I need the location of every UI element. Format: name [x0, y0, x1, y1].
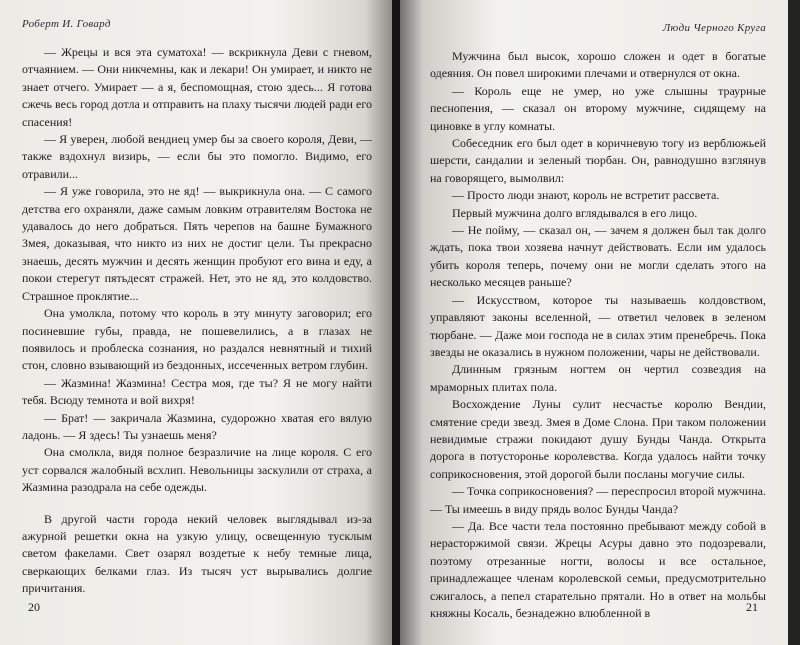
- paragraph: В другой части города некий человек выглядывал из-за ажурной решетки окна на узкую улицу, освещенную тусклым светом факелами. Свет озарял воздетые к небу темные лица, сверкающих белками глаз. Из тысяч уст вырывались долгие причитания.: [22, 511, 372, 596]
- paragraph: — Не пойму, — сказал он, — зачем я должен был так долго ждать, пока твои хозяева начнут действовать. Если им удалось убить короля теперь, почему они не могли сделать этого на несколько месяцев раньше?: [430, 223, 766, 290]
- right-page: [400, 0, 788, 645]
- paragraph: — Король еще не умер, но уже слышны траурные песнопения, — сказал он второму мужчине, сидящему на циновке в углу комнаты.: [430, 83, 766, 133]
- paragraph: — Да. Все части тела постоянно пребывают между собой в нерасторжимой связи. Жрецы Асуры давно это подозревали, поэтому отрезанные ногти, волосы и все остальное, принадлежащее членам королевской семьи, предусмотрительно сжигалось, а пепел старательно прятали. Но в ответ на мольбы княжны Косаль, безнадежно влюбленной в: [430, 518, 766, 620]
- paragraph: — Я уверен, любой вендиец умер бы за своего короля, Деви, — также вздохнул визирь, — если бы это помогло. Видимо, его отравили...: [22, 132, 372, 181]
- paragraph: — Жазмина! Жазмина! Сестра моя, где ты? Я не могу найти тебя. Всюду темнота и вой вихря!: [22, 375, 372, 408]
- right-page-text: [430, 48, 766, 622]
- paragraph: — Я уже говорила, это не яд! — выкрикнула она. — С самого детства его охраняли, даже самым ловким отравителям Востока не удавалось до него добраться. Пять черепов на башне Бумажного Змея, доказывая, что никто из них не достиг цели. Ты прекрасно знаешь, десять мужчин и десять женщин пробуют его вина и еду, а покои стерегут пятьдесят стражей. Нет, это не яд, это колдовство. Страшное проклятие...: [22, 184, 372, 303]
- paragraph: — Жрецы и вся эта суматоха! — вскрикнула Деви с гневом, отчаянием. — Они никчемны, как и лекари! Он умирает, и никто не знает отчего. Умирает — а я, беспомощная, стою здесь... Я готова сжечь весь город дотла и отправить на плаху тысячи людей ради его спасения!: [22, 45, 372, 129]
- right-running-head: Люди Черного Круга: [662, 22, 766, 34]
- paragraph: Первый мужчина долго вглядывался в его лицо.: [452, 205, 698, 220]
- paragraph: — Искусством, которое ты называешь колдовством, управляют законы вселенной, — ответил человек в зеленом тюрбане. — Даже мои господа не в силах этим пренебречь. Пока звезды не оказались в нужном положении, чары не действовали.: [430, 292, 766, 359]
- paragraph: Длинным грязным ногтем он чертил созвездия на мраморных плитах пола.: [430, 362, 766, 394]
- paragraph: Собеседник его был одет в коричневую тогу из верблюжьей шерсти, сандалии и зеленый тюрбан. Он, равнодушно взглянув на говорящего, вымолвил:: [430, 136, 766, 185]
- left-running-head: Роберт И. Говард: [22, 18, 111, 30]
- book-edge: [788, 0, 800, 645]
- paragraph: — Точка соприкосновения? — переспросил второй мужчина. — Ты имеешь в виду прядь волос Бунды Чанда?: [430, 484, 766, 516]
- left-page: [0, 0, 392, 645]
- paragraph: — Брат! — закричала Жазмина, судорожно хватая его вялую ладонь. — Я здесь! Ты узнаешь меня?: [22, 410, 372, 442]
- paragraph: Мужчина был высок, хорошо сложен и одет в богатые одеяния. Он повел широкими плечами и отвернулся от окна.: [430, 49, 766, 81]
- right-page-number: 21: [746, 600, 758, 614]
- paragraph: Она умолкла, потому что король в эту минуту заговорил; его посиневшие губы, правда, не пошевелились, а в глазах не появилось и проблеска сознания, но раздался невнятный и тихий стон, словно взывающий из бездонных, иссеченных ветром глубин.: [22, 306, 372, 373]
- book-gutter: [392, 0, 400, 645]
- paragraph: Она смолкла, видя полное безразличие на лице короля. С его уст сорвался жалобный всхлип. Невольницы заскулили от страха, а Жазмина разодрала на себе одежды.: [22, 445, 372, 495]
- paragraph: — Просто люди знают, король не встретит рассвета.: [452, 188, 720, 203]
- paragraph: Восхождение Луны сулит несчастье королю Вендии, смятение среди звезд. Змея в Доме Слона. При таком положении невидимые стражи покидают душу Бунды Чанда. Открыта дорога в потусторонье королевства. Когда удалось найти точку соприкосновения, этой дорогой были посланы могучие силы.: [430, 397, 766, 481]
- left-page-text: [22, 44, 372, 598]
- left-page-number: 20: [28, 600, 40, 614]
